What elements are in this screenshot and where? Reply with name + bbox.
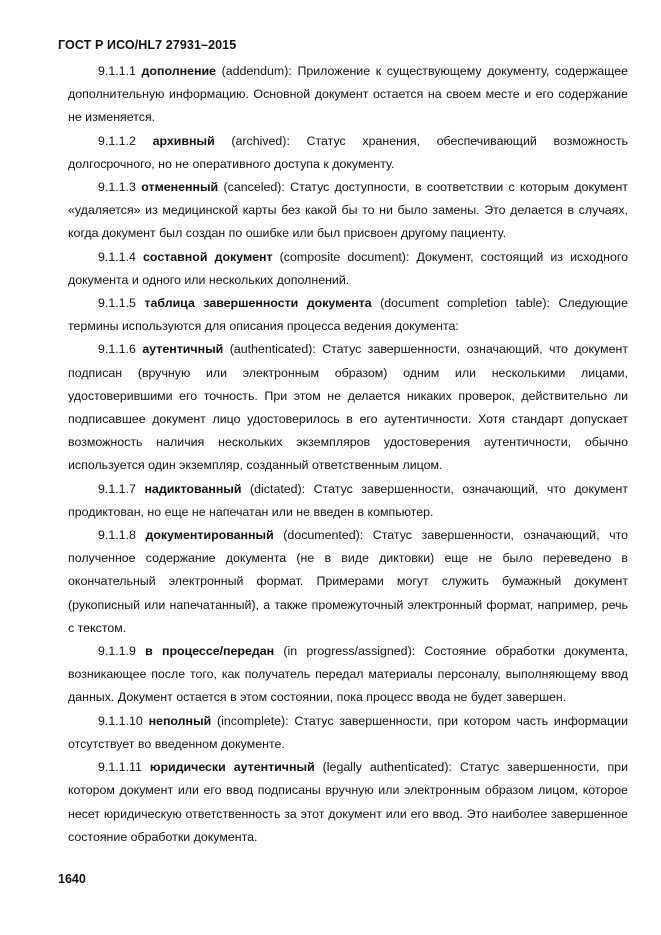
term: надиктованный xyxy=(144,481,242,496)
clause-number: 9.1.1.3 xyxy=(98,180,136,195)
definition-paragraph xyxy=(68,478,628,524)
page-number: 1640 xyxy=(58,872,86,886)
definition-text: (addendum): Приложение к существующему документу, содержащее дополнительную информацию. Основной документ остается на своем месте и его содержание не изменяется. xyxy=(68,64,628,125)
clause-number: 9.1.1.1 xyxy=(98,64,136,78)
definition-text: (archived): Статус хранения, обеспечивающий возможность долгосрочного, но не оперативного доступа к документу. xyxy=(68,133,628,171)
definition-paragraph xyxy=(68,756,628,849)
clause-number: 9.1.1.6 xyxy=(98,342,136,357)
term: документированный xyxy=(145,528,274,543)
definition-text: (authenticated): Статус завершенности, означающий, что документ подписан (вручную или электронным образом) одним или несколькими лицами, удостоверившими его точность. При этом не делается никаких проверок, действительно ли подписавшее документ лицо удостоверилось в его аутентичности. Хотя стандарт допускает возможность наличия нескольких экземпляров удостоверения аутентичности, обычно используется один экземпляр, созданный ответственным лицом. xyxy=(68,342,628,473)
definition-text: (canceled): Статус доступности, в соответствии с которым документ «удаляется» из медицинской карты без какой бы то ни было замены. Это делается в случаях, когда документ был создан по ошибке или был присвоен другому пациенту. xyxy=(68,180,628,241)
definition-text: (dictated): Статус завершенности, означающий, что документ продиктован, но еще не напечатан или не введен в компьютер. xyxy=(68,481,628,519)
term: аутентичный xyxy=(142,342,224,357)
term: таблица завершенности документа xyxy=(144,296,372,311)
clause-number: 9.1.1.8 xyxy=(98,528,136,543)
term: в процессе/передан xyxy=(145,644,275,659)
term: отмененный xyxy=(141,180,219,195)
definition-paragraph xyxy=(68,292,628,338)
clause-number: 9.1.1.10 xyxy=(98,713,143,728)
term: архивный xyxy=(152,133,215,148)
definition-text: (composite document): Документ, состоящий из исходного документа и одного или нескольких дополнений. xyxy=(68,249,628,287)
definition-text: (legally authenticated): Статус завершенности, при котором документ или его ввод подписаны вручную или электронным образом лицом, которое несет юридическую ответственность за этот документ или его ввод. Это наиболее завершенное состояние обработки документа. xyxy=(68,760,628,844)
definition-paragraph xyxy=(68,176,628,246)
definition-text: (in progress/assigned): Состояние обработки документа, возникающее после того, как получатель передал материалы персоналу, выполняющему ввод данных. Документ остается в этом состоянии, пока процесс ввода не будет завершен. xyxy=(68,644,628,705)
term: юридически аутентичный xyxy=(149,760,315,775)
definitions-list xyxy=(68,60,628,849)
definition-paragraph xyxy=(68,710,628,756)
definition-paragraph xyxy=(68,246,628,292)
definition-paragraph xyxy=(68,130,628,176)
term: составной документ xyxy=(143,249,273,264)
definition-text: (document completion table): Следующие термины используются для описания процесса ведения документа: xyxy=(68,296,628,334)
clause-number: 9.1.1.11 xyxy=(98,760,142,775)
definition-paragraph xyxy=(68,60,628,130)
definition-text: (incomplete): Статус завершенности, при котором часть информации отсутствует во введенном документе. xyxy=(68,713,628,751)
term: неполный xyxy=(148,713,212,728)
definition-paragraph xyxy=(68,338,628,477)
clause-number: 9.1.1.9 xyxy=(98,644,136,659)
clause-number: 9.1.1.7 xyxy=(98,481,136,496)
definition-paragraph xyxy=(68,524,628,640)
term: дополнение xyxy=(141,64,216,78)
clause-number: 9.1.1.5 xyxy=(98,296,136,311)
definition-text: (documented): Статус завершенности, означающий, что полученное содержание документа (не в виде диктовки) еще не было переведено в окончательный электронный формат. Примерами могут служить бумажный документ (рукописный или напечатанный), а также промежуточный электронный формат, например, речь с текстом. xyxy=(68,528,628,635)
clause-number: 9.1.1.4 xyxy=(98,249,136,264)
definition-paragraph xyxy=(68,640,628,710)
standard-header: ГОСТ Р ИСО/HL7 27931–2015 xyxy=(58,38,237,52)
clause-number: 9.1.1.2 xyxy=(98,133,136,148)
